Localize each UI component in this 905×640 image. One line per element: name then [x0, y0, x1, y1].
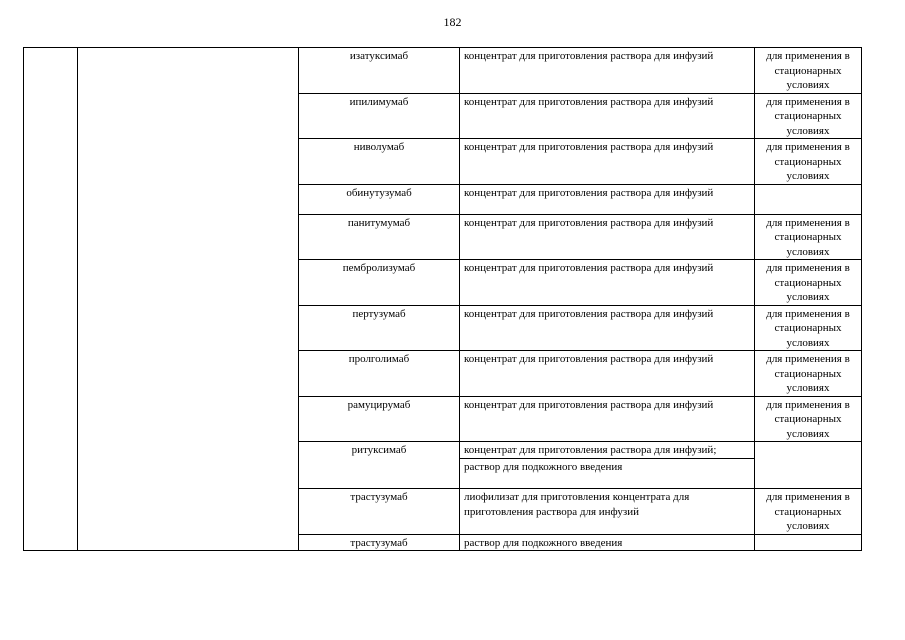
drug-name-cell: рамуцирумаб — [299, 396, 460, 442]
dosage-form-text: концентрат для приготовления раствора для инфузий — [464, 262, 714, 274]
drug-name-cell: ниволумаб — [299, 139, 460, 185]
drug-name-cell: трастузумаб — [299, 534, 460, 551]
dosage-form-text: концентрат для приготовления раствора для инфузий — [464, 216, 714, 229]
drug-name-cell: обинутузумаб — [299, 184, 460, 214]
drug-name-cell: панитумумаб — [299, 214, 460, 260]
drug-name-cell: трастузумаб — [299, 489, 460, 535]
condition-cell: для применения в стационарных условиях — [755, 139, 862, 185]
dosage-form-cell — [460, 305, 755, 351]
table-body — [24, 48, 862, 551]
dosage-form-text: лиофилизат для приготовления концентрата для приготовления раствора для инфузий — [464, 491, 690, 518]
dosage-form-cell — [460, 93, 755, 139]
drug-name-cell: пролголимаб — [299, 351, 460, 397]
dosage-form-cell — [460, 442, 755, 489]
dosage-form-text: концентрат для приготовления раствора для инфузий — [464, 141, 714, 153]
dosage-form-cell — [460, 351, 755, 397]
condition-cell: для применения в стационарных условиях — [755, 214, 862, 260]
dosage-form-text: концентрат для приготовления раствора для инфузий — [464, 95, 714, 108]
dosage-form-text: раствор для подкожного введения — [460, 458, 754, 475]
condition-cell — [755, 442, 862, 489]
drug-name-cell: изатуксимаб — [299, 48, 460, 94]
condition-cell — [755, 534, 862, 551]
drug-name-cell: ритуксимаб — [299, 442, 460, 489]
dosage-form-cell — [460, 184, 755, 214]
drug-table — [23, 47, 862, 551]
condition-cell: для применения в стационарных условиях — [755, 48, 862, 94]
condition-cell: для применения в стационарных условиях — [755, 305, 862, 351]
condition-cell: для применения в стационарных условиях — [755, 396, 862, 442]
dosage-form-cell — [460, 139, 755, 185]
dosage-form-text: концентрат для приготовления раствора для инфузий — [464, 398, 714, 411]
dosage-form-cell — [460, 48, 755, 94]
condition-cell: для применения в стационарных условиях — [755, 351, 862, 397]
dosage-form-cell — [460, 534, 755, 551]
dosage-form-text: концентрат для приготовления раствора для инфузий — [464, 186, 714, 199]
condition-cell: для применения в стационарных условиях — [755, 489, 862, 535]
code-cell — [24, 48, 78, 551]
condition-cell: для применения в стационарных условиях — [755, 260, 862, 306]
drug-name-cell: ипилимумаб — [299, 93, 460, 139]
dosage-form-text: концентрат для приготовления раствора для инфузий — [464, 353, 714, 365]
dosage-form-text: концентрат для приготовления раствора для инфузий — [464, 50, 714, 62]
page-number: 182 — [443, 15, 462, 29]
drug-name-cell: пертузумаб — [299, 305, 460, 351]
dosage-form-cell — [460, 396, 755, 442]
dosage-form-cell — [460, 260, 755, 306]
dosage-form-cell — [460, 214, 755, 260]
condition-cell — [755, 184, 862, 214]
dosage-form-text: раствор для подкожного введения — [464, 536, 623, 549]
drug-name-cell: пембролизумаб — [299, 260, 460, 306]
dosage-form-cell — [460, 489, 755, 535]
table-row — [24, 48, 862, 94]
dosage-form-text: концентрат для приготовления раствора для инфузий; — [464, 444, 717, 456]
dosage-form-text: концентрат для приготовления раствора для инфузий — [464, 307, 714, 320]
condition-cell: для применения в стационарных условиях — [755, 93, 862, 139]
group-cell — [78, 48, 299, 551]
